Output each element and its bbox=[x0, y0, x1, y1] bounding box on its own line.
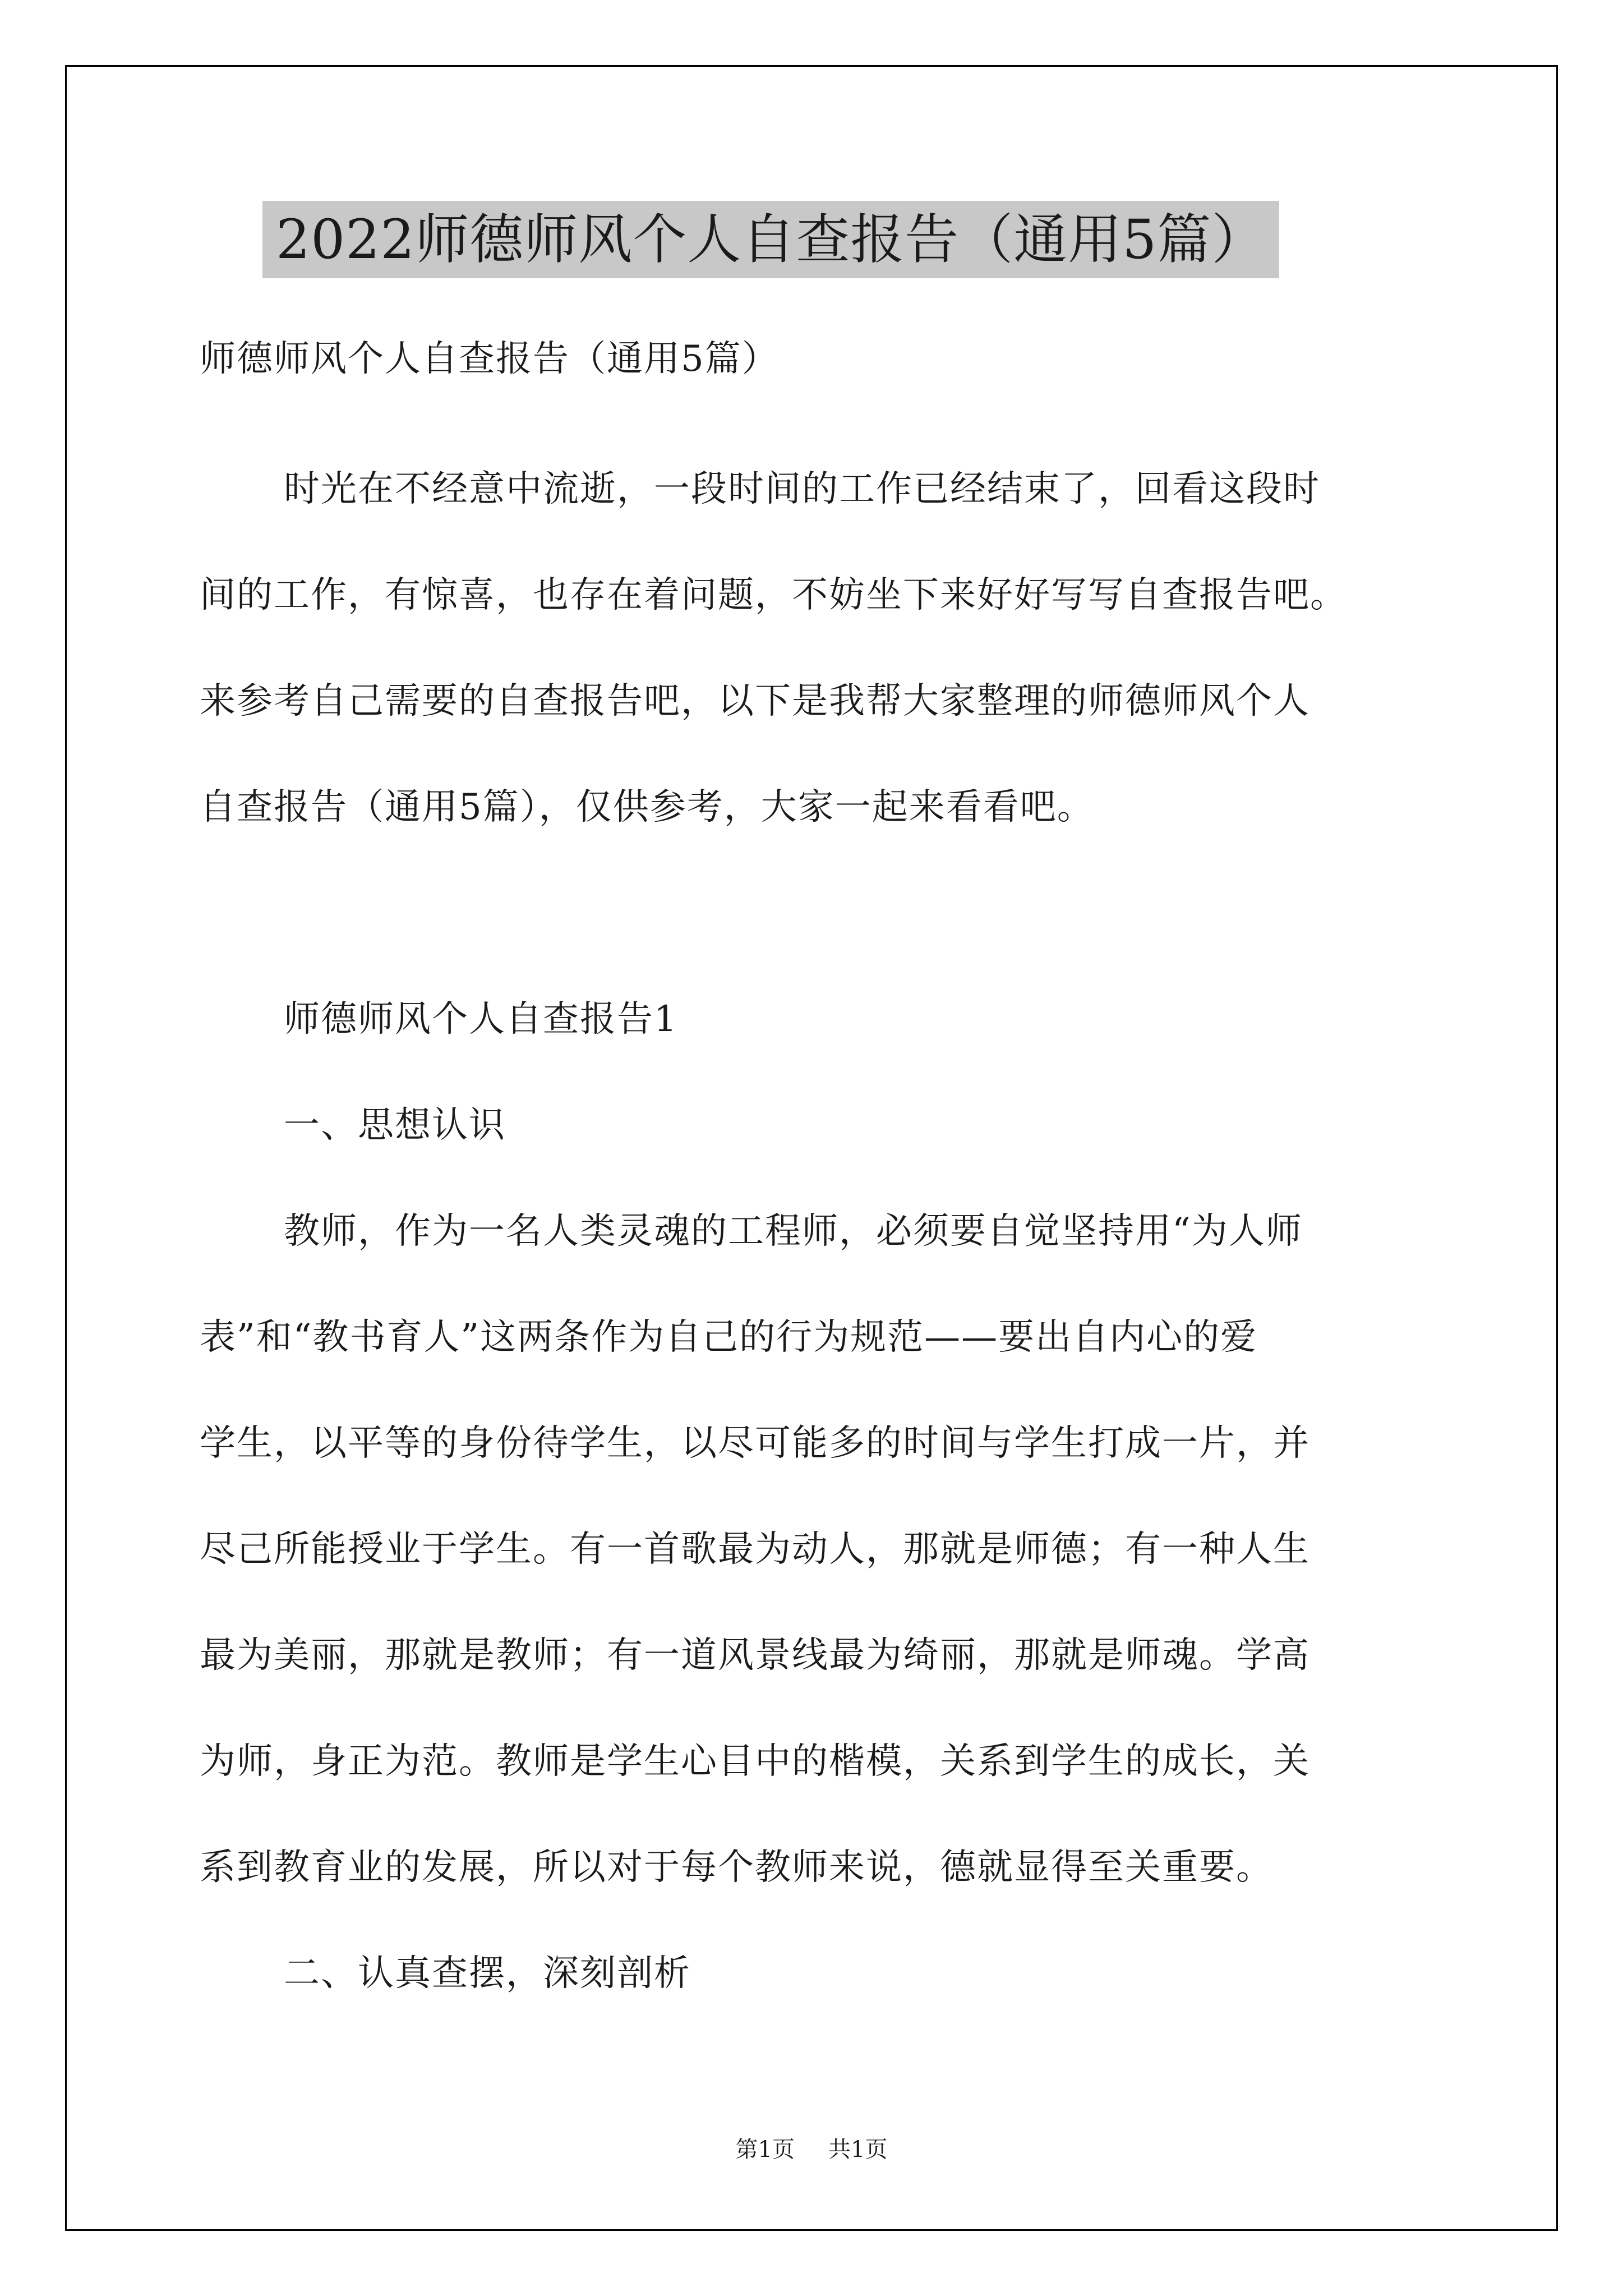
part-1-heading: 一、思想认识 bbox=[284, 1105, 506, 1146]
body-line-1: 教师，作为一名人类灵魂的工程师，必须要自觉坚持用“为人师 bbox=[284, 1211, 1303, 1252]
page-number: 第1页 bbox=[735, 2137, 795, 2162]
page-footer bbox=[0, 2134, 1623, 2165]
intro-line-3: 来参考自己需要的自查报告吧，以下是我帮大家整理的师德师风个人 bbox=[200, 680, 1310, 722]
body-line-6: 为师，身正为范。教师是学生心目中的楷模，关系到学生的成长，关 bbox=[200, 1741, 1310, 1782]
section-1-heading: 师德师风个人自查报告1 bbox=[284, 999, 678, 1040]
body-line-2: 表”和“教书育人”这两条作为自己的行为规范——要出自内心的爱 bbox=[200, 1317, 1258, 1358]
intro-line-4: 自查报告（通用5篇），仅供参考，大家一起来看看吧。 bbox=[200, 786, 1094, 828]
body-line-5: 最为美丽，那就是教师；有一道风景线最为绮丽，那就是师魂。学高 bbox=[200, 1635, 1310, 1676]
body-line-3: 学生，以平等的身份待学生，以尽可能多的时间与学生打成一片，并 bbox=[200, 1423, 1310, 1464]
document-subtitle: 师德师风个人自查报告（通用5篇） bbox=[200, 338, 779, 380]
page-total: 共1页 bbox=[828, 2137, 888, 2162]
document-title: 2022师德师风个人自查报告（通用5篇） bbox=[262, 201, 1279, 278]
body-line-4: 尽己所能授业于学生。有一首歌最为动人，那就是师德；有一种人生 bbox=[200, 1529, 1310, 1570]
part-2-heading: 二、认真查摆，深刻剖析 bbox=[284, 1953, 691, 1994]
intro-line-1: 时光在不经意中流逝，一段时间的工作已经结束了，回看这段时 bbox=[284, 468, 1320, 510]
intro-line-2: 间的工作，有惊喜，也存在着问题，不妨坐下来好好写写自查报告吧。 bbox=[200, 574, 1347, 616]
page-border bbox=[65, 65, 1558, 2231]
body-line-7: 系到教育业的发展，所以对于每个教师来说，德就显得至关重要。 bbox=[200, 1847, 1273, 1888]
